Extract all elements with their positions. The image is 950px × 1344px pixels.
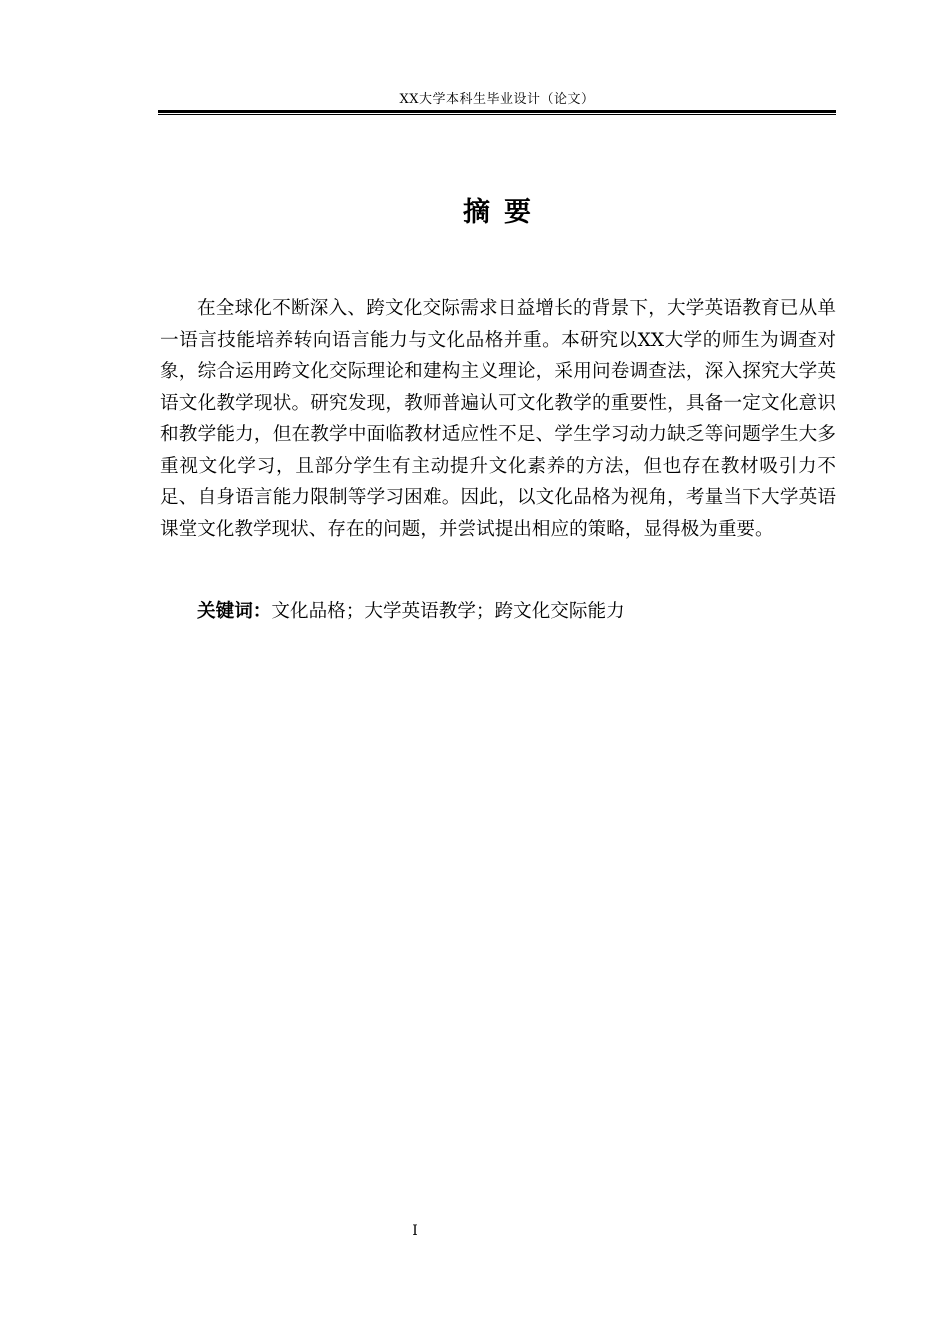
header-rule-thick <box>158 110 836 113</box>
keywords-value: 文化品格；大学英语教学；跨文化交际能力 <box>271 601 625 622</box>
running-header: XX大学本科生毕业设计（论文） <box>399 92 595 107</box>
page-number: I <box>412 1223 418 1239</box>
header-rule-thin <box>158 114 836 115</box>
abstract-title: 摘要 <box>463 197 545 228</box>
keywords-label: 关键词： <box>197 601 272 622</box>
keywords-line <box>197 598 837 626</box>
abstract-body: 在全球化不断深入、跨文化交际需求日益增长的背景下，大学英语教育已从单一语言技能培养转向语言能力与文化品格并重。本研究以XX大学的师生为调查对象，综合运用跨文化交际理论和建构主义理论，采用问卷调查法，深入探究大学英语文化教学现状。研究发现，教师普遍认可文化教学的重要性，具备一定文化意识和教学能力，但在教学中面临教材适应性不足、学生学习动力缺乏等问题学生大多重视文化学习，且部分学生有主动提升文化素养的方法，但也存在教材吸引力不足、自身语言能力限制等学习困难。因此，以文化品格为视角，考量当下大学英语课堂文化教学现状、存在的问题，并尝试提出相应的策略，显得极为重要。 <box>160 298 836 540</box>
